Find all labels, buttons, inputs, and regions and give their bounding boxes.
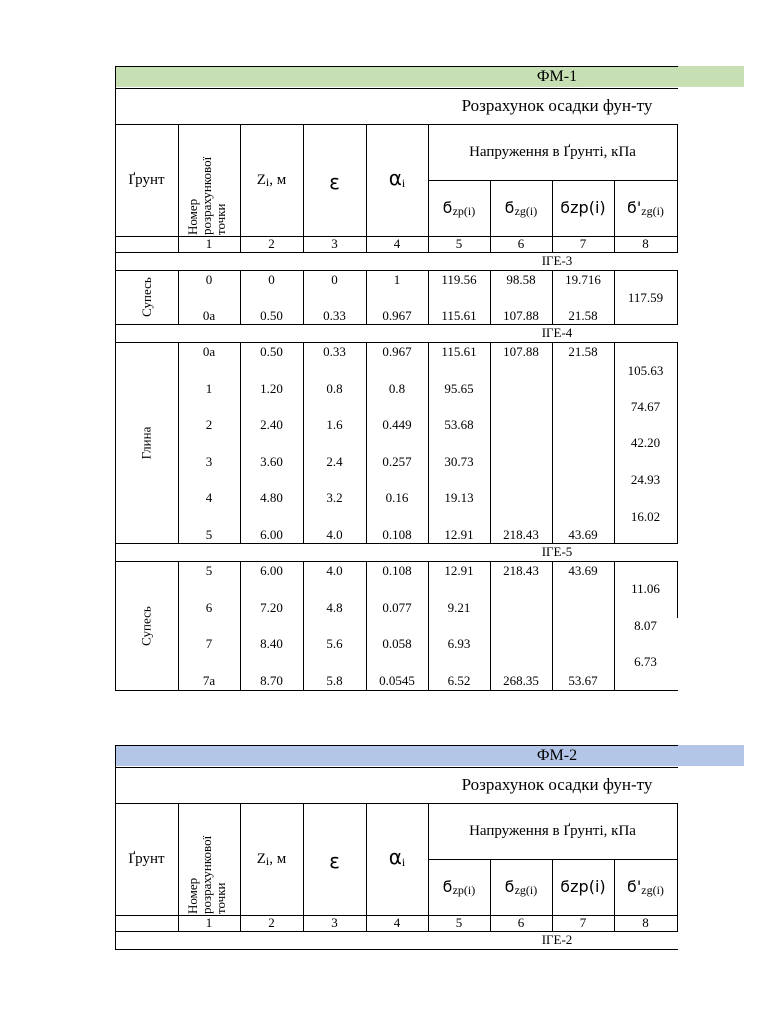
table-cell: 107.88 (503, 308, 539, 323)
sigma-zp-subscript: zp(i) (452, 883, 476, 897)
column-number: 6 (517, 915, 525, 930)
table-cell: 53.67 (568, 673, 598, 688)
grid-line (552, 180, 553, 253)
table-cell: 0 (268, 272, 275, 287)
header-sigma-zp (429, 200, 489, 219)
grid-line (115, 324, 116, 343)
column-number: 8 (642, 236, 649, 251)
table-cell: 0.50 (260, 308, 283, 323)
soil-name-clay: Глина (138, 426, 154, 459)
grid-line (178, 124, 179, 253)
header-sigma-zg-prime (616, 879, 676, 898)
sigma-zg-symbol: ϭ (504, 198, 515, 217)
grid-line (614, 270, 615, 325)
grid-line (178, 561, 179, 691)
column-number: 1 (205, 236, 213, 251)
table-cell: 0.50 (260, 344, 283, 359)
table-cell: 0 (205, 272, 213, 287)
grid-line (428, 342, 429, 544)
header-epsilon: ε (329, 849, 340, 873)
table-cell: 9.21 (447, 600, 471, 615)
grid-line (303, 342, 304, 544)
alpha-subscript: i (401, 855, 406, 869)
table-cell: 1 (205, 381, 213, 396)
column-number: 3 (331, 236, 338, 251)
grid-line (240, 342, 241, 544)
table-cell: 5 (205, 563, 213, 578)
grid-line (240, 561, 241, 691)
alpha-symbol: α (388, 166, 402, 190)
table-cell: 5.6 (326, 636, 343, 651)
header-stress-group: Напруження в Ґрунті, кПа (469, 144, 636, 160)
column-number: 5 (455, 236, 463, 251)
grid-line (115, 252, 116, 271)
table-cell-sigma-prime: 24.93 (630, 472, 661, 487)
table-subtitle: Розрахунок осадки фун-ту (461, 96, 653, 115)
grid-line (677, 124, 678, 253)
column-number: 4 (393, 236, 401, 251)
grid-line (178, 270, 179, 325)
table-cell: 3 (205, 454, 213, 469)
grid-line (428, 270, 429, 325)
table-cell: 218.43 (503, 527, 539, 542)
grid-line (490, 561, 491, 691)
column-number: 7 (579, 915, 587, 930)
header-point-line: Номер (185, 877, 200, 914)
table-cell: 0.33 (323, 344, 346, 359)
header-point-number (186, 125, 232, 235)
grid-line (614, 342, 615, 544)
column-number: 7 (579, 236, 587, 251)
grid-line (366, 561, 367, 691)
zi-symbol: Z (256, 851, 266, 867)
header-zi (242, 851, 302, 869)
grid-line (428, 180, 678, 181)
column-number: 4 (393, 915, 401, 930)
header-point-number (186, 804, 232, 914)
table-cell: 7a (202, 673, 216, 688)
grid-line (428, 859, 678, 860)
column-number: 2 (268, 236, 275, 251)
table-cell: 115.61 (441, 344, 477, 359)
ige-label: ІГЕ-4 (541, 325, 573, 340)
table-cell: 0.33 (323, 308, 346, 323)
grid-line (366, 124, 367, 253)
table-cell: 6.00 (260, 527, 283, 542)
alpha-symbol: α (388, 845, 402, 869)
header-sigma-zg (491, 879, 551, 898)
table-cell: 8.70 (260, 673, 283, 688)
table-cell: 1 (393, 272, 401, 287)
table-cell: 0.257 (382, 454, 412, 469)
column-number: 6 (517, 236, 525, 251)
grid-line (428, 803, 429, 932)
header-point-line: точки (213, 203, 228, 235)
header-epsilon: ε (329, 170, 340, 194)
ige-label: ІГЕ-3 (541, 253, 573, 268)
grid-line (115, 342, 678, 343)
table-cell: 95.65 (444, 381, 474, 396)
table-cell: 98.58 (506, 272, 536, 287)
table-cell: 4.0 (326, 563, 343, 578)
table-cell: 0.8 (326, 381, 343, 396)
table-cell: 6.00 (260, 563, 283, 578)
table-cell: 4.0 (326, 527, 343, 542)
grid-line (178, 803, 179, 932)
table-cell: 8.40 (260, 636, 283, 651)
zi-unit: , м (269, 172, 287, 188)
zi-unit: , м (269, 851, 287, 867)
table-cell: 5.8 (326, 673, 343, 688)
table-cell: 0.449 (382, 417, 412, 432)
grid-line (115, 342, 116, 544)
title-band (115, 66, 744, 87)
table-cell: 1.6 (326, 417, 343, 432)
grid-line (490, 270, 491, 325)
table-cell: 3.60 (260, 454, 283, 469)
header-sigma-zp-2: ϭzp(i) (560, 877, 606, 896)
header-sigma-zp (429, 879, 489, 898)
table-cell-sigma-prime: 105.63 (627, 363, 664, 378)
table-cell: 21.58 (568, 308, 598, 323)
grid-line (677, 803, 678, 932)
zi-symbol: Z (256, 172, 266, 188)
table-cell: 0.108 (382, 527, 412, 542)
table-cell: 6.52 (447, 673, 471, 688)
sigma-zp-subscript: zp(i) (452, 204, 476, 218)
ige-label: ІГЕ-5 (541, 544, 573, 559)
table-cell: 5 (205, 527, 213, 542)
table-title: ФМ-1 (536, 68, 578, 85)
header-ground: Ґрунт (128, 851, 165, 867)
column-number: 8 (642, 915, 649, 930)
table-cell: 6 (205, 600, 213, 615)
grid-line (552, 859, 553, 932)
table-cell-sigma-prime: 117.59 (627, 290, 664, 305)
zi-subscript: i (265, 175, 270, 189)
sigma-zp-symbol: ϭ (442, 877, 453, 896)
grid-line (115, 745, 116, 950)
grid-line (178, 342, 179, 544)
table-cell: 4.80 (260, 490, 283, 505)
table-title: ФМ-2 (536, 747, 578, 764)
ige-label: ІГЕ-2 (541, 932, 573, 947)
table-cell-sigma-prime: 42.20 (630, 435, 661, 450)
sigma-zg-subscript: zg(i) (514, 883, 538, 897)
table-cell: 0.967 (382, 308, 412, 323)
soil-name-sandy-loam: Супесь (138, 605, 154, 646)
table-cell-sigma-prime: 74.67 (630, 399, 661, 414)
grid-line (428, 124, 429, 253)
title-band (115, 745, 744, 766)
table-cell: 0.967 (382, 344, 412, 359)
column-number: 1 (205, 915, 213, 930)
grid-line (303, 803, 304, 932)
table-cell: 0 (331, 272, 338, 287)
table-cell: 268.35 (503, 673, 539, 688)
header-ground: Ґрунт (128, 172, 165, 188)
table-cell: 107.88 (503, 344, 539, 359)
grid-line (490, 342, 491, 544)
table-cell: 12.91 (444, 527, 474, 542)
zi-subscript: i (265, 854, 270, 868)
table-cell: 3.2 (326, 490, 343, 505)
table-cell: 43.69 (568, 563, 598, 578)
grid-line (115, 767, 678, 768)
table-cell: 6.93 (447, 636, 471, 651)
header-alpha (377, 166, 417, 191)
table-cell: 2.4 (326, 454, 343, 469)
header-point-line: розрахункової (199, 835, 214, 914)
grid-line (115, 88, 678, 89)
header-sigma-zg-prime (616, 200, 676, 219)
table-cell: 119.56 (441, 272, 477, 287)
table-cell-sigma-prime: 8.07 (634, 618, 657, 633)
table-cell: 30.73 (444, 454, 474, 469)
grid-line (366, 803, 367, 932)
table-cell: 12.91 (444, 563, 474, 578)
header-stress-group: Напруження в Ґрунті, кПа (469, 823, 636, 839)
grid-line (677, 561, 678, 618)
table-cell: 218.43 (503, 563, 539, 578)
grid-line (552, 270, 553, 325)
grid-line (303, 270, 304, 325)
table-cell: 1.20 (260, 381, 283, 396)
alpha-subscript: i (401, 176, 406, 190)
table-cell: 2.40 (260, 417, 283, 432)
grid-line (115, 690, 678, 691)
column-number: 3 (331, 915, 338, 930)
grid-line (303, 124, 304, 253)
grid-line (614, 561, 615, 691)
table-cell-sigma-prime: 16.02 (630, 509, 661, 524)
table-cell: 0a (202, 308, 216, 323)
grid-line (115, 745, 678, 746)
table-cell: 2 (205, 417, 213, 432)
grid-line (115, 561, 116, 691)
header-sigma-zp-2: ϭzp(i) (560, 198, 606, 217)
sigma-zg-prime-subscript: zg(i) (641, 883, 664, 897)
table-cell-sigma-prime: 11.06 (631, 581, 660, 596)
table-cell-sigma-prime: 6.73 (634, 654, 657, 669)
table-cell: 4 (205, 490, 213, 505)
header-point-line: точки (213, 882, 228, 914)
table-cell: 0.16 (385, 490, 409, 505)
grid-line (115, 270, 678, 271)
grid-line (115, 543, 116, 562)
header-point-line: Номер (185, 198, 200, 235)
grid-line (677, 342, 678, 544)
grid-line (552, 561, 553, 691)
header-alpha (377, 845, 417, 870)
table-cell: 0.8 (388, 381, 406, 396)
table-cell: 7.20 (260, 600, 283, 615)
sigma-zg-symbol: ϭ (504, 877, 515, 896)
grid-line (115, 561, 678, 562)
sigma-zg-prime-symbol: ϭ' (627, 877, 642, 896)
table-cell: 19.716 (565, 272, 601, 287)
grid-line (366, 270, 367, 325)
grid-line (115, 66, 116, 271)
grid-line (115, 270, 116, 325)
grid-line (677, 270, 678, 325)
sigma-zg-prime-symbol: ϭ' (627, 198, 642, 217)
table-cell: 0.0545 (379, 673, 415, 688)
table-cell: 4.8 (326, 600, 343, 615)
sigma-zg-subscript: zg(i) (514, 204, 538, 218)
grid-line (115, 931, 116, 950)
table-cell: 0a (202, 344, 216, 359)
table-cell: 53.68 (444, 417, 474, 432)
sigma-zp-symbol: ϭ (442, 198, 453, 217)
header-point-line: розрахункової (199, 156, 214, 235)
grid-line (115, 66, 678, 67)
soil-name-sandy-loam: Супесь (138, 277, 154, 317)
header-zi (242, 172, 302, 190)
grid-line (366, 342, 367, 544)
table-cell: 0.108 (382, 563, 412, 578)
table-cell: 43.69 (568, 527, 598, 542)
table-cell: 19.13 (444, 490, 474, 505)
grid-line (552, 342, 553, 544)
table-cell: 115.61 (441, 308, 477, 323)
table-cell: 7 (205, 636, 213, 651)
table-cell: 0.058 (382, 636, 412, 651)
grid-line (115, 949, 678, 950)
grid-line (428, 561, 429, 691)
column-number: 5 (455, 915, 463, 930)
grid-line (240, 270, 241, 325)
column-number: 2 (268, 915, 275, 930)
table-subtitle: Розрахунок осадки фун-ту (461, 775, 653, 794)
table-cell: 0.077 (382, 600, 412, 615)
grid-line (303, 561, 304, 691)
table-cell: 21.58 (568, 344, 598, 359)
header-sigma-zg (491, 200, 551, 219)
sigma-zg-prime-subscript: zg(i) (641, 204, 664, 218)
